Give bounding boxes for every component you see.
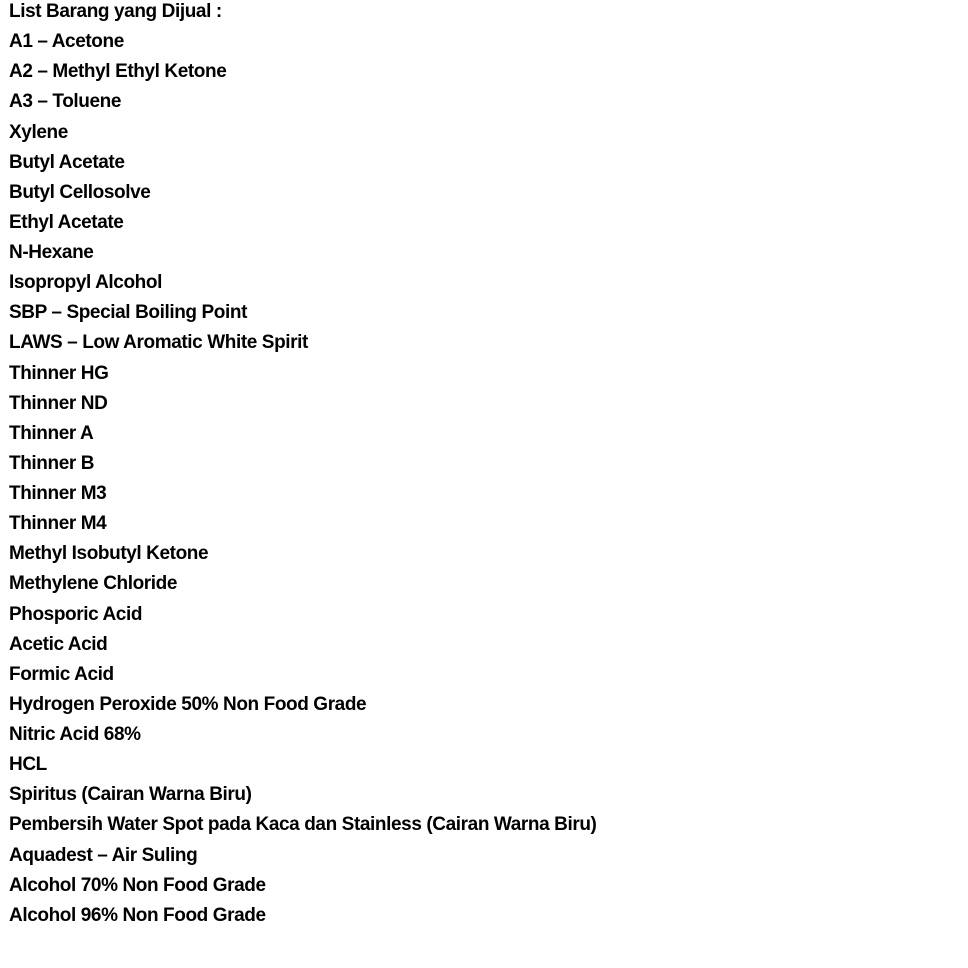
list-item: Acetic Acid xyxy=(9,633,108,655)
list-item: Phosporic Acid xyxy=(9,603,143,625)
list-item: SBP – Special Boiling Point xyxy=(9,302,248,324)
list-item: Thinner B xyxy=(9,452,95,474)
list-item: A1 – Acetone xyxy=(9,31,124,53)
list-item: Isopropyl Alcohol xyxy=(9,272,162,294)
list-item: Spiritus (Cairan Warna Biru) xyxy=(9,784,252,806)
list-item: Pembersih Water Spot pada Kaca dan Stainless (Cairan Warna Biru) xyxy=(9,814,597,836)
list-item: Methylene Chloride xyxy=(9,573,178,595)
list-item: Thinner M4 xyxy=(9,513,107,535)
list-item: Alcohol 70% Non Food Grade xyxy=(9,874,266,896)
list-item: Ethyl Acetate xyxy=(9,211,124,233)
list-item: Thinner A xyxy=(9,422,94,444)
list-item: Methyl Isobutyl Ketone xyxy=(9,543,209,565)
list-item: Thinner M3 xyxy=(9,483,107,504)
list-item: Butyl Acetate xyxy=(9,151,125,173)
list-item: A2 – Methyl Ethyl Ketone xyxy=(9,61,227,83)
list-item: Butyl Cellosolve xyxy=(9,181,151,203)
list-item: Hydrogen Peroxide 50% Non Food Grade xyxy=(9,693,367,715)
list-item: A3 – Toluene xyxy=(9,91,122,113)
list-item: HCL xyxy=(9,754,47,776)
list-title: List Barang yang Dijual : xyxy=(9,1,222,22)
list-item: Xylene xyxy=(9,121,68,143)
list-item: LAWS – Low Aromatic White Spirit xyxy=(9,332,308,354)
list-item: N-Hexane xyxy=(9,242,94,263)
list-item: Thinner ND xyxy=(9,392,108,414)
list-item: Alcohol 96% Non Food Grade xyxy=(9,904,266,926)
list-item: Thinner HG xyxy=(9,362,109,384)
list-item: Aquadest – Air Suling xyxy=(9,844,198,866)
list-item: Nitric Acid 68% xyxy=(9,724,141,745)
list-item: Formic Acid xyxy=(9,663,114,685)
